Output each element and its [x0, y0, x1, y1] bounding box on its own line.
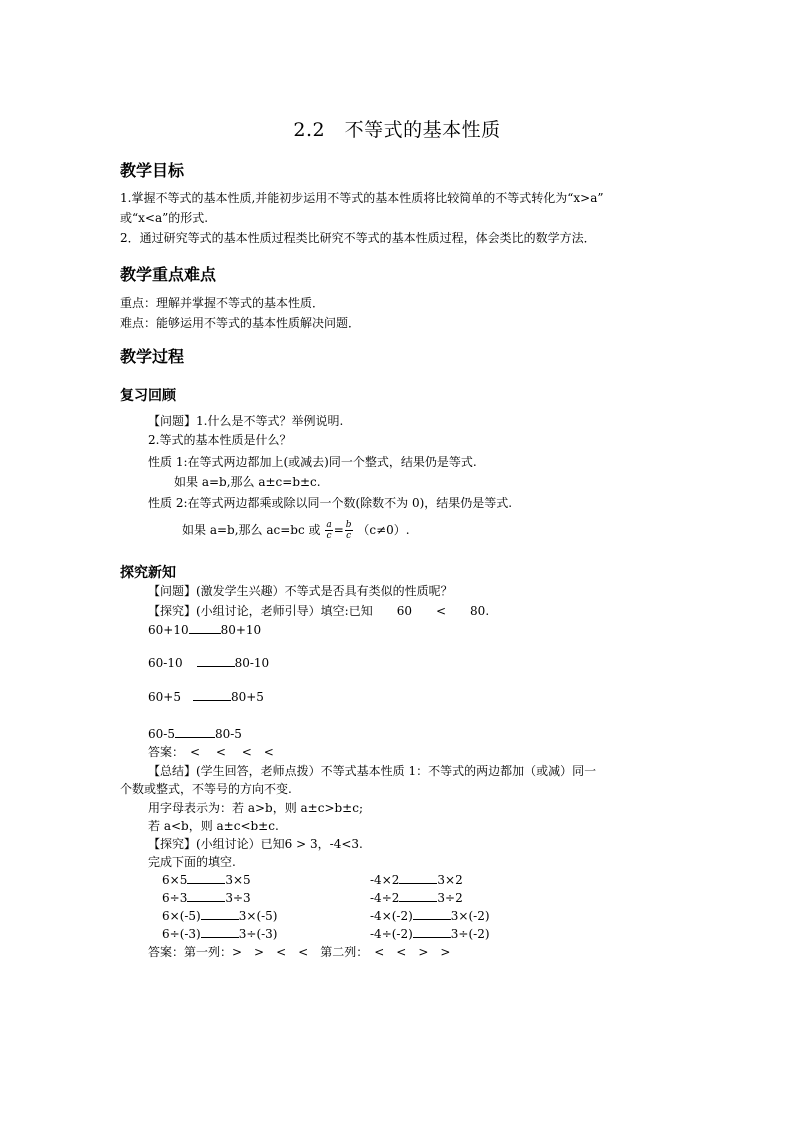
- equality-property-1: 性质 1:在等式两边都加上(或减去)同一个整式，结果仍是等式.: [148, 455, 477, 469]
- fill-left: -4×(-2): [370, 909, 413, 923]
- fill-right: 3÷2: [437, 891, 463, 905]
- column-2-row-1: [370, 872, 463, 888]
- goal-line-1: 1.掌握不等式的基本性质,并能初步运用不等式的基本性质将比较简单的不等式转化为“x>a”: [120, 191, 604, 205]
- equality-property-2: 性质 2:在等式两边都乘或除以同一个数(除数不为 0)，结果仍是等式.: [148, 496, 513, 510]
- heading-key-points: 教学重点难点: [120, 265, 217, 284]
- fill-blank: [189, 622, 221, 634]
- fill-blank: [201, 908, 239, 920]
- fill-left: 60+10: [148, 623, 189, 637]
- fill-right: 80+10: [220, 623, 262, 637]
- fill-row-2: [148, 655, 269, 671]
- fraction-a-over-c: [325, 520, 332, 541]
- fill-row-3: [148, 689, 264, 705]
- column-1-row-4: [162, 926, 278, 942]
- fill-blank: [399, 872, 437, 884]
- example-suffix: （c≠0）.: [357, 523, 410, 537]
- fill-left: 6÷(-3): [162, 927, 201, 941]
- review-question-1: 【问题】1.什么是不等式？举例说明.: [148, 414, 344, 428]
- column-1-row-3: [162, 908, 278, 924]
- equals-sign: =: [333, 523, 344, 537]
- summary-line-2: 个数或整式，不等号的方向不变.: [120, 782, 292, 796]
- fill-blank: [413, 908, 451, 920]
- fill-blank: [193, 689, 231, 701]
- fill-blank: [399, 890, 437, 902]
- answer-2: 答案：第一列：> > < < 第二列： < < > >: [148, 945, 451, 959]
- equality-property-1-example: 如果 a=b,那么 a±c=b±c.: [174, 475, 321, 489]
- summary-line-1: 【总结】(学生回答，老师点拨）不等式基本性质 1：不等式的两边都加（或减）同一: [148, 764, 597, 778]
- fill-right: 3÷(-2): [450, 927, 490, 941]
- goal-line-3: 2．通过研究等式的基本性质过程类比研究不等式的基本性质过程，体会类比的数学方法．: [120, 231, 596, 245]
- fill-right: 3÷(-3): [238, 927, 278, 941]
- fill-left: 6×5: [162, 873, 188, 887]
- fill-right: 3×2: [437, 873, 463, 887]
- fill-right: 3×(-5): [238, 909, 278, 923]
- fill-blank: [201, 926, 239, 938]
- column-1-row-2: [162, 890, 251, 906]
- fraction-denominator: c: [346, 531, 352, 541]
- fill-blank: [197, 655, 235, 667]
- key-point: 重点：理解并掌握不等式的基本性质．: [120, 296, 325, 310]
- fraction-b-over-c: [345, 520, 353, 541]
- letters-line-1: 用字母表示为：若 a>b，则 a±c>b±c;: [148, 801, 364, 815]
- column-2-row-2: [370, 890, 463, 906]
- fill-left: -4÷(-2): [370, 927, 413, 941]
- column-1-row-1: [162, 872, 251, 888]
- fill-left: 60-5: [148, 727, 175, 741]
- equality-property-2-example: [182, 518, 410, 542]
- fill-left: -4×2: [370, 873, 400, 887]
- fill-right: 80-5: [214, 727, 242, 741]
- fill-blank: [175, 726, 215, 738]
- fraction-denominator: c: [326, 531, 332, 541]
- review-question-2: 2.等式的基本性质是什么？: [148, 433, 292, 447]
- example-prefix: 如果 a=b,那么 ac=bc 或: [182, 523, 321, 537]
- fill-blank: [413, 926, 451, 938]
- page-title: 2.2 不等式的基本性质: [293, 119, 501, 141]
- fill-left: 6×(-5): [162, 909, 201, 923]
- fill-right: 80+5: [230, 690, 264, 704]
- fill-right: 80-10: [234, 656, 270, 670]
- fill-left: 60-10: [148, 656, 183, 670]
- heading-teaching-goals: 教学目标: [120, 161, 185, 180]
- fill-blank: [187, 872, 225, 884]
- heading-explore: 探究新知: [120, 565, 176, 581]
- fill-left: 6÷3: [162, 891, 188, 905]
- heading-teaching-process: 教学过程: [120, 347, 185, 366]
- fill-row-4: [148, 726, 242, 742]
- answer-1: 答案： < < < <: [148, 745, 274, 759]
- column-2-row-3: [370, 908, 490, 924]
- column-2-row-4: [370, 926, 490, 942]
- fill-blank: [187, 890, 225, 902]
- fill-prompt: 完成下面的填空.: [148, 855, 236, 869]
- explore-inquiry-1: 【探究】(小组讨论，老师引导）填空:已知 60 < 80.: [148, 604, 490, 618]
- fill-right: 3×(-2): [450, 909, 490, 923]
- heading-review: 复习回顾: [120, 388, 176, 404]
- fraction-numerator: a: [326, 520, 332, 530]
- fraction-numerator: b: [345, 520, 352, 530]
- difficult-point: 难点：能够运用不等式的基本性质解决问题．: [120, 316, 361, 330]
- letters-line-2: 若 a<b，则 a±c<b±c.: [148, 819, 279, 833]
- fill-right: 3÷3: [225, 891, 251, 905]
- fill-row-1: [148, 622, 261, 638]
- fill-left: 60+5: [148, 690, 181, 704]
- goal-line-2: 或“x<a”的形式.: [120, 211, 209, 225]
- fill-left: -4÷2: [370, 891, 400, 905]
- fill-right: 3×5: [225, 873, 251, 887]
- explore-question: 【问题】(激发学生兴趣）不等式是否具有类似的性质呢？: [148, 584, 453, 598]
- explore-inquiry-2: 【探究】(小组讨论）已知6 > 3，-4<3.: [148, 837, 363, 851]
